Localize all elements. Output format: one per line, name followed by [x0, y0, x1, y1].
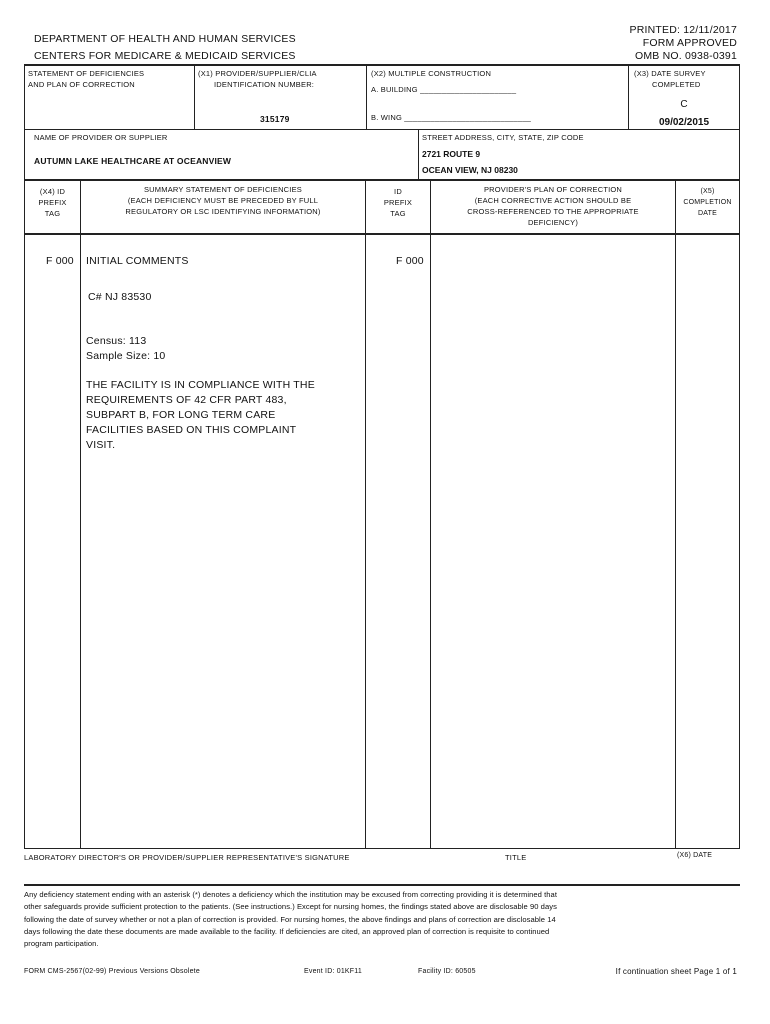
tag-right: F 000 [396, 255, 424, 267]
complaint-number: C# NJ 83530 [88, 291, 152, 303]
plan-of-correction-header: PROVIDER'S PLAN OF CORRECTION (EACH CORRECTIVE ACTION SHOULD BE CROSS-REFERENCED TO THE APPROPRIATE DEFICIENCY) [467, 185, 639, 227]
title-label: TITLE [505, 853, 527, 862]
form-number: FORM CMS-2567(02-99) Previous Versions Obsolete [24, 968, 200, 975]
facility-id: Facility ID: 60505 [418, 968, 476, 975]
content-bottom [24, 848, 740, 849]
summary-header: SUMMARY STATEMENT OF DEFICIENCIES (EACH DEFICIENCY MUST BE PRECEDED BY FULL REGULATORY OR LSC IDENTIFYING INFORMATION) [125, 185, 321, 216]
row1-bottom [24, 129, 740, 130]
disclaimer-top-rule [24, 884, 740, 886]
building-field: A. BUILDING ______________________ [371, 85, 517, 94]
census: Census: 113 [86, 335, 147, 347]
survey-date: 09/02/2015 [658, 117, 710, 128]
agency-name: CENTERS FOR MEDICARE & MEDICAID SERVICES [34, 50, 296, 62]
statement-label-1: STATEMENT OF DEFICIENCIES [28, 69, 145, 78]
address-label: STREET ADDRESS, CITY, STATE, ZIP CODE [422, 133, 584, 142]
row1-divider-2 [366, 65, 367, 129]
printed-date: PRINTED: 12/11/2017 [629, 24, 737, 36]
col-divider-x4 [80, 181, 81, 849]
column-header-bottom [24, 233, 740, 235]
x4-header: (X4) ID PREFIX TAG [38, 187, 67, 218]
x1-label-1: (X1) PROVIDER/SUPPLIER/CLIA [198, 69, 317, 78]
provider-name-label: NAME OF PROVIDER OR SUPPLIER [34, 133, 168, 142]
id-prefix-header: ID PREFIX TAG [383, 187, 413, 218]
table-top-border [24, 64, 740, 66]
form-approved: FORM APPROVED [642, 37, 737, 49]
provider-name: AUTUMN LAKE HEALTHCARE AT OCEANVIEW [34, 156, 232, 166]
event-id: Event ID: 01KF11 [304, 968, 362, 975]
x2-label: (X2) MULTIPLE CONSTRUCTION [371, 69, 492, 78]
row1-divider-1 [194, 65, 195, 129]
statement-label-2: AND PLAN OF CORRECTION [28, 80, 135, 89]
city-state-zip: OCEAN VIEW, NJ 08230 [422, 165, 518, 175]
col-divider-summary [365, 181, 366, 849]
page-indicator: If continuation sheet Page 1 of 1 [615, 967, 737, 976]
x3-label-2: COMPLETED [652, 80, 701, 89]
sample-size: Sample Size: 10 [86, 350, 166, 362]
department-name: DEPARTMENT OF HEALTH AND HUMAN SERVICES [34, 33, 296, 45]
disclaimer-text: Any deficiency statement ending with an asterisk (*) denotes a deficiency which the institution may be excused from correcting providing it is determined that other safeguards provide sufficient protection to the patients. (See instructions.) Except for nursing homes, the findings stated above are disclosable 90 days following the date of survey whether or not a plan of correction is provided. For nursing homes, the above findings and plans of correction are disclosable 14 days following the date these documents are made available to the facility. If deficiencies are cited, an approved plan of correction is requisite to continued program participation. [24, 890, 557, 949]
street-address: 2721 ROUTE 9 [422, 149, 481, 159]
tag-left: F 000 [46, 255, 74, 267]
x1-label-2: IDENTIFICATION NUMBER: [214, 80, 315, 89]
wing-field: B. WING _____________________________ [371, 113, 532, 122]
right-border [739, 64, 740, 849]
x3-label-1: (X3) DATE SURVEY [634, 69, 706, 78]
entry-title: INITIAL COMMENTS [86, 255, 189, 267]
survey-code: C [680, 99, 688, 110]
compliance-statement: THE FACILITY IS IN COMPLIANCE WITH THE REQUIREMENTS OF 42 CFR PART 483, SUBPART B, FOR LONG TERM CARE FACILITIES BASED ON THIS COMPLAINT VISIT. [86, 379, 315, 451]
omb-number: OMB NO. 0938-0391 [634, 50, 737, 62]
row2-bottom [24, 179, 740, 181]
completion-date-header: (X5) COMPLETION DATE [683, 188, 732, 217]
col-divider-id [430, 181, 431, 849]
left-border [24, 64, 25, 849]
signature-label: LABORATORY DIRECTOR'S OR PROVIDER/SUPPLIER REPRESENTATIVE'S SIGNATURE [24, 853, 350, 862]
row2-divider [418, 129, 419, 179]
signature-date-label: (X6) DATE [677, 852, 713, 859]
col-divider-plan [675, 181, 676, 849]
provider-id-number: 315179 [260, 114, 290, 124]
